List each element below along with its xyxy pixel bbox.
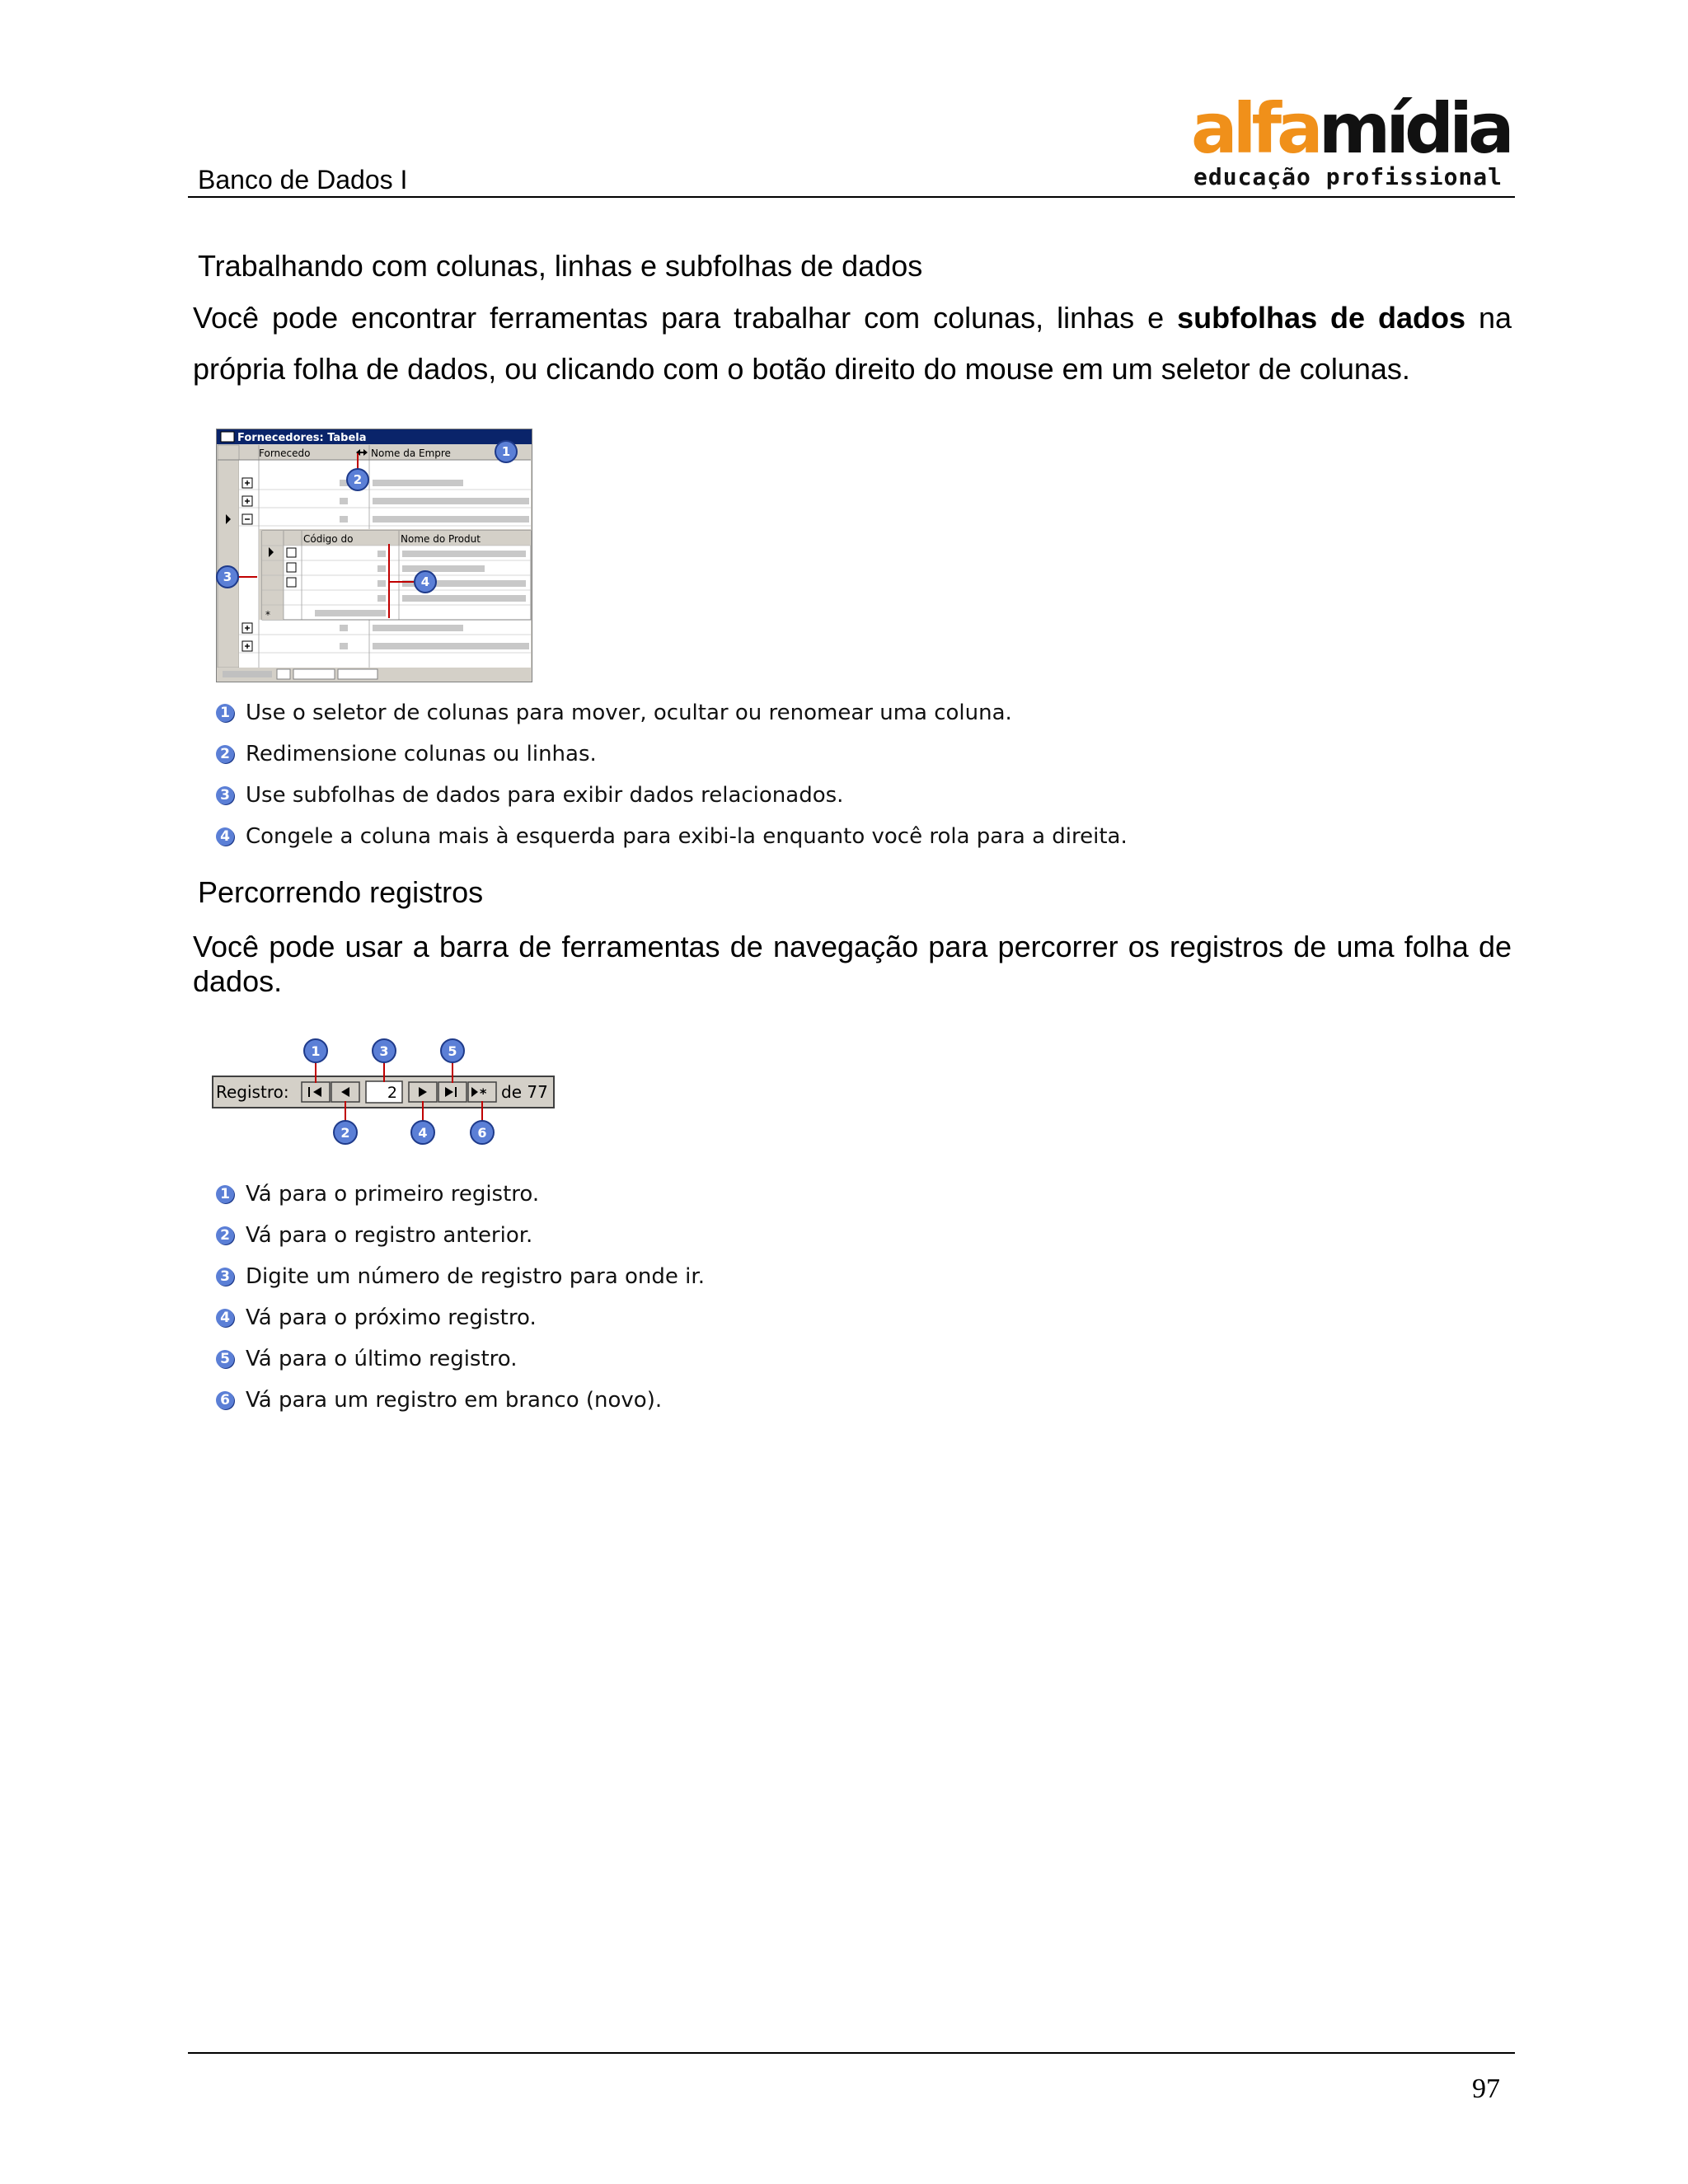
caption-list-navigation xyxy=(213,1174,705,1421)
callout-3: 3 xyxy=(379,1043,389,1059)
caption-text: Digite um número de registro para onde ir. xyxy=(246,1264,705,1289)
logo-tagline: educação profissional xyxy=(1193,163,1503,190)
caption-number-badge: 4 xyxy=(216,827,234,846)
caption-number-badge: 4 xyxy=(216,1309,234,1327)
column-header-nome-empresa: Nome da Empre xyxy=(371,448,451,459)
record-number-value: 2 xyxy=(387,1084,397,1102)
caption-item xyxy=(213,1297,705,1338)
column-header-fornecedor: Fornecedo xyxy=(259,448,311,459)
svg-text:*: * xyxy=(480,1085,487,1101)
callout-5: 5 xyxy=(448,1043,457,1059)
caption-item xyxy=(213,775,1128,816)
page-number: 97 xyxy=(1472,2074,1500,2104)
section-paragraph-navigation: Você pode usar a barra de ferramentas de navegação para percorrer os registros de uma folha de dados. xyxy=(193,930,1512,998)
caption-text: Congele a coluna mais à esquerda para exibi-la enquanto você rola para a direita. xyxy=(246,824,1128,849)
logo-midia: mídia xyxy=(1318,88,1510,169)
callout-3: 3 xyxy=(223,569,232,584)
caption-text: Vá para um registro em branco (novo). xyxy=(246,1388,663,1413)
caption-text: Redimensione colunas ou linhas. xyxy=(246,742,597,766)
navigation-toolbar-screenshot xyxy=(211,1037,557,1160)
caption-item xyxy=(213,1215,705,1256)
callout-6: 6 xyxy=(477,1125,487,1141)
caption-number-badge: 1 xyxy=(216,704,234,722)
caption-text: Use subfolhas de dados para exibir dados relacionados. xyxy=(246,783,844,808)
caption-item xyxy=(213,816,1128,857)
caption-text: Vá para o primeiro registro. xyxy=(246,1182,540,1207)
callout-2: 2 xyxy=(353,472,363,487)
caption-list-datasheet xyxy=(213,692,1128,857)
caption-number-badge: 3 xyxy=(216,786,234,804)
record-total: de 77 xyxy=(501,1082,548,1102)
header-title: Banco de Dados I xyxy=(198,165,408,194)
section-paragraph-columns xyxy=(193,293,1512,395)
caption-number-badge: 2 xyxy=(216,1226,234,1244)
para-text: Você pode encontrar ferramentas para trabalhar com colunas, linhas e xyxy=(193,301,1178,335)
caption-text: Vá para o último registro. xyxy=(246,1347,518,1371)
caption-item xyxy=(213,1174,705,1215)
callout-4: 4 xyxy=(420,574,430,589)
callout-1: 1 xyxy=(501,444,511,459)
para-text: na própria folha de dados, ou clicando com o botão direito do mouse em um seletor de colunas. xyxy=(193,301,1512,386)
callout-4: 4 xyxy=(418,1125,428,1141)
section-heading-navigation: Percorrendo registros xyxy=(198,875,484,909)
caption-number-badge: 6 xyxy=(216,1391,234,1409)
subdatasheet-header-nome-produto: Nome do Produt xyxy=(401,533,481,545)
caption-item xyxy=(213,1380,705,1421)
caption-item xyxy=(213,1338,705,1380)
datasheet-screenshot xyxy=(216,429,532,682)
caption-text: Vá para o próximo registro. xyxy=(246,1305,537,1330)
svg-text:*: * xyxy=(265,609,270,621)
callout-1: 1 xyxy=(311,1043,321,1059)
para-bold: subfolhas de dados xyxy=(1177,301,1466,335)
first-icon xyxy=(308,1087,310,1097)
alfamidia-logo xyxy=(1191,88,1514,191)
subdatasheet-header-codigo: Código do xyxy=(303,533,354,545)
header-rule xyxy=(188,196,1515,198)
caption-text: Vá para o registro anterior. xyxy=(246,1223,533,1248)
datasheet-window-title: Fornecedores: Tabela xyxy=(237,432,367,444)
record-label: Registro: xyxy=(216,1082,289,1102)
caption-text: Use o seletor de colunas para mover, ocultar ou renomear uma coluna. xyxy=(246,701,1012,725)
caption-item xyxy=(213,733,1128,775)
caption-number-badge: 2 xyxy=(216,745,234,763)
caption-number-badge: 5 xyxy=(216,1350,234,1368)
section-heading-columns: Trabalhando com colunas, linhas e subfolhas de dados xyxy=(198,249,923,283)
caption-number-badge: 1 xyxy=(216,1185,234,1203)
caption-item xyxy=(213,692,1128,733)
logo-alfa: alfa xyxy=(1191,88,1319,169)
logo-wordmark xyxy=(1191,88,1510,169)
footer-rule xyxy=(188,2052,1515,2054)
caption-number-badge: 3 xyxy=(216,1268,234,1286)
caption-item xyxy=(213,1256,705,1297)
callout-2: 2 xyxy=(340,1125,350,1141)
